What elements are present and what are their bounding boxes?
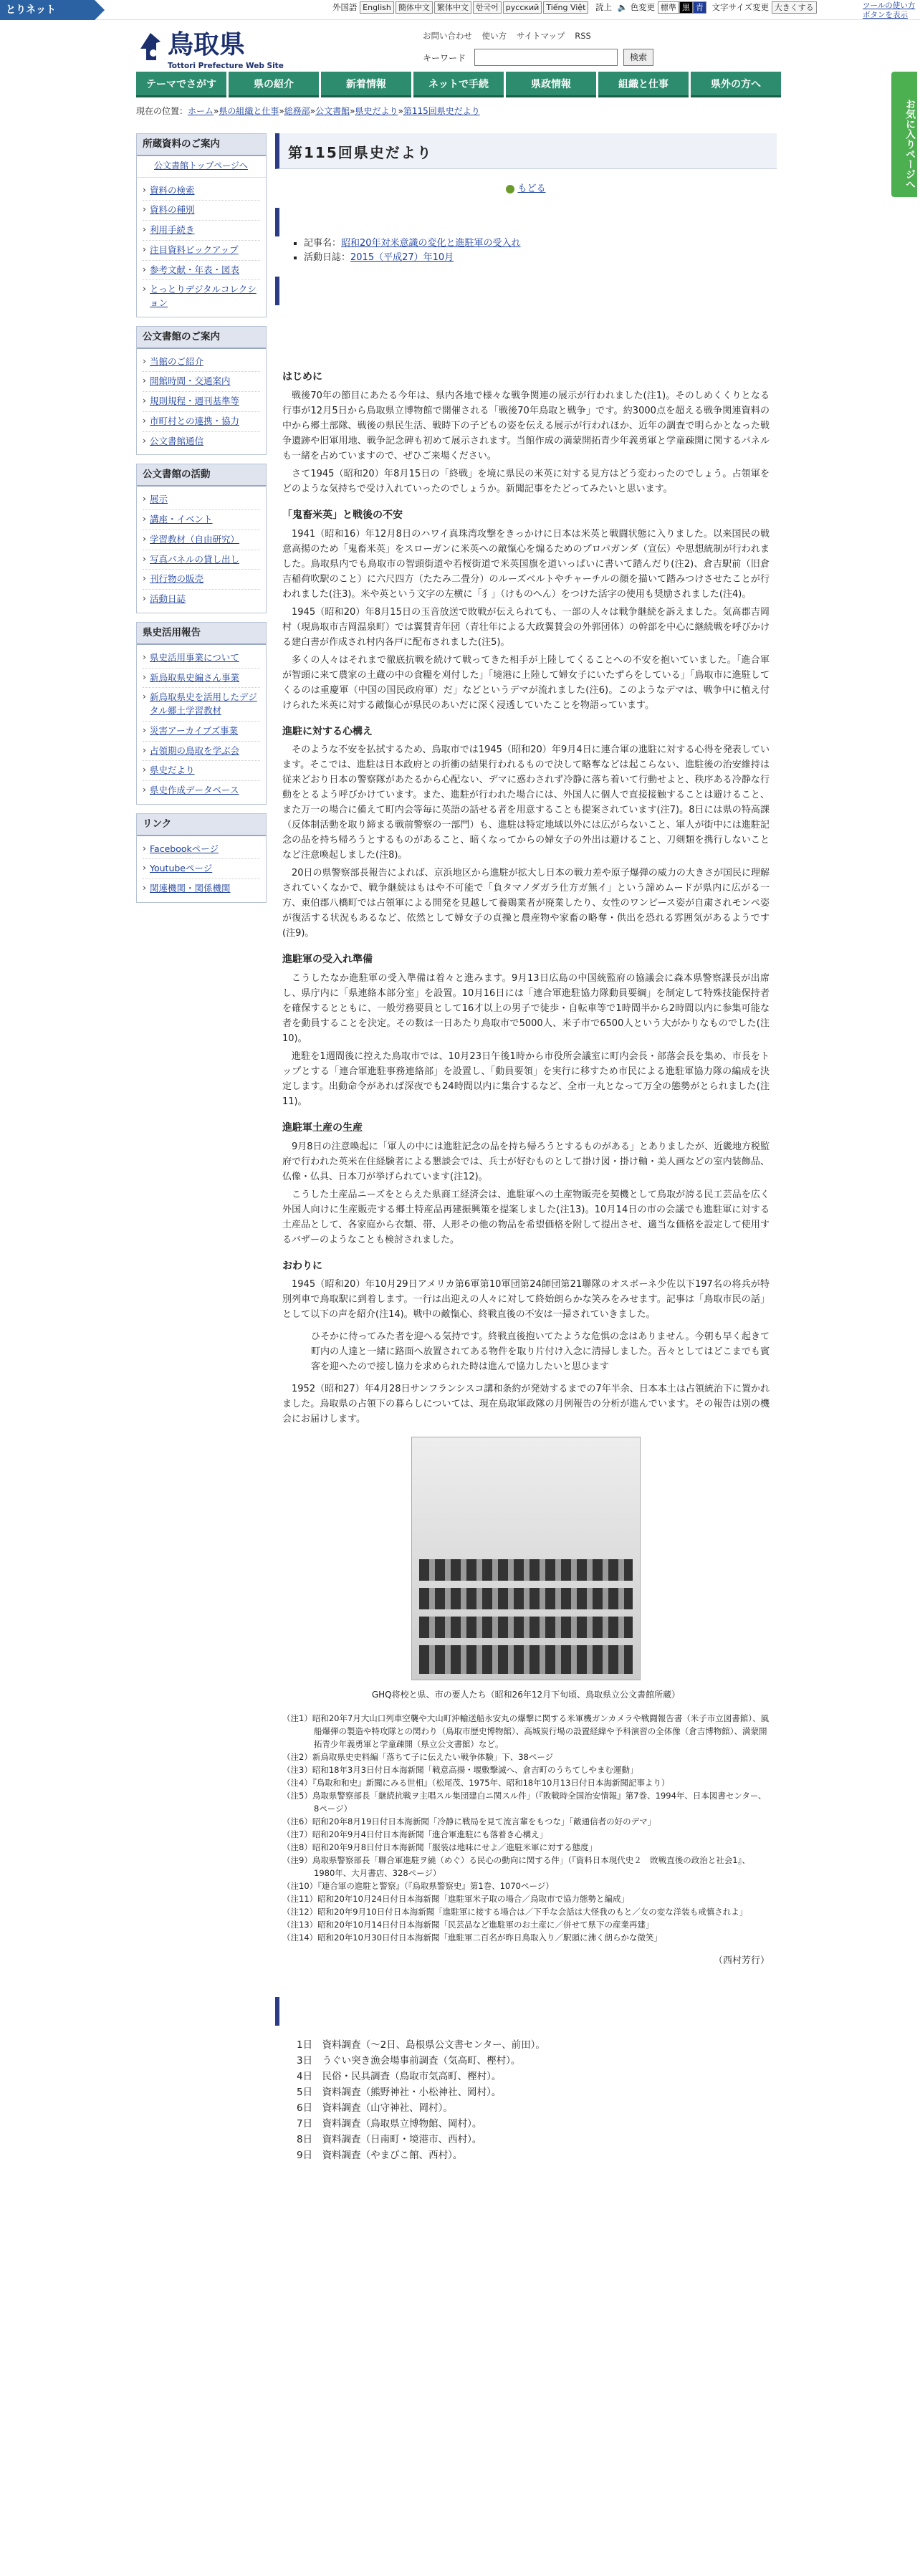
paragraph: こうしたなか進駐軍の受入準備は着々と進みます。9月13日広島の中国統監府の協議会に森本県警察課長が出席し、県庁内に「県連絡本部分室」を設置。10月16日には「連合軍進駐協力隊動員要綱」を制定して特殊技能保持者を確保するとともに、一般労務要員として16才以上の男子で徒歩・自転車等で1時間半から2時間以内に参集可能な者を動員することを決定。その数は一日あたり鳥取市で5000人、米子市で6500人という大がかりなものでした(注10)。 bbox=[282, 972, 770, 1044]
paragraph: 1945（昭和20）年10月29日アメリカ第6軍第10軍団第24師団第21聯隊のオスボーネ少佐以下197名の将兵が特別列車で鳥取駅に到着します。一行は出迎えの人々に対して終始朗らかな笑みをみせます。記事は「鳥取市民の話」として以下の声を紹介(注14)。戦中の敵愾心、終戦直後の不安は一掃されていきました。 bbox=[282, 1279, 770, 1321]
breadcrumb-home[interactable]: ホーム bbox=[188, 106, 214, 116]
paragraph: 1952（昭和27）年4月28日サンフランシスコ講和条約が発効するまでの7年半余、日本本土は占領統治下に置かれました。鳥取県の占領下の暮らしについては、現在鳥取軍政隊の月例報告の分析が進んでいます。その報告は別の機会にお届けします。 bbox=[282, 1384, 770, 1425]
date-link[interactable]: 2015（平成27）年10月 bbox=[350, 252, 454, 264]
nav-policy[interactable]: 県政情報 bbox=[506, 72, 596, 97]
log-item: 6日 資料調査（山守神社、岡村）。 bbox=[297, 2102, 453, 2114]
nav-online[interactable]: ネットで手続 bbox=[413, 72, 504, 97]
search-button[interactable]: 検索 bbox=[623, 49, 653, 66]
color-label: 色変更 bbox=[630, 2, 656, 12]
log-item: 7日 資料調査（鳥取県立博物館、岡村）。 bbox=[297, 2117, 482, 2130]
sidebar-heading: 県史活用報告 bbox=[137, 623, 266, 645]
lang-ru[interactable]: русский bbox=[503, 1, 542, 14]
footnote: （注12）昭和20年9月10日付日本海新聞「進駐軍に接する場合は／下手な会話は大怪我のもと／女の変な洋装も戒慎されよ」 bbox=[282, 1906, 748, 1917]
sidebar-item[interactable]: 刊行物の販売 bbox=[150, 573, 204, 585]
paragraph: 1945（昭和20）年8月15日の玉音放送で敗戦が伝えられても、一部の人々は戦争継続を訴えました。気高郡吉岡村（現鳥取市吉岡温泉町）では翼賛青年団（青壮年による大政翼賛会の外郭団体）の幹部を中心に継続戦を呼びかける建白書が作成され村内各戸に配布されました(注5)。 bbox=[282, 606, 770, 648]
utility-links bbox=[332, 1, 863, 19]
color-standard-button[interactable]: 標準 bbox=[658, 1, 679, 14]
sitemap-link[interactable]: サイトマップ bbox=[516, 31, 565, 41]
back-link[interactable]: もどる bbox=[517, 183, 546, 194]
footnote: （注4）『鳥取和和史』新聞にみる世相』（松尾茂、1975年、昭和18年10月13日付日本海新聞記事より） bbox=[282, 1777, 670, 1788]
youtube-link[interactable]: Youtubeページ bbox=[150, 863, 213, 874]
font-size-label: 文字サイズ変更 bbox=[711, 2, 770, 12]
section-heading: 進駐軍の受入れ準備 bbox=[282, 954, 373, 966]
lang-en[interactable]: English bbox=[360, 1, 394, 14]
nav-intro[interactable]: 県の紹介 bbox=[229, 72, 319, 97]
section-accent-bar bbox=[275, 208, 777, 236]
sidebar-item[interactable]: 県史だより bbox=[150, 765, 195, 776]
nav-org[interactable]: 組織と仕事 bbox=[598, 72, 689, 97]
lang-zh-hant[interactable]: 繁体中文 bbox=[434, 1, 471, 14]
sidebar-item[interactable]: 新鳥取県史を活用したデジタル郷土学習教材 bbox=[150, 691, 257, 717]
lang-vi[interactable]: Tiếng Việt bbox=[543, 1, 588, 14]
sidebar-item[interactable]: 県史作成データベース bbox=[150, 785, 239, 796]
sidebar-heading: リンク bbox=[137, 814, 266, 836]
sidebar-item[interactable]: 占領期の鳥取を学ぶ会 bbox=[150, 744, 240, 756]
photo-figure bbox=[282, 1437, 770, 1685]
topic-link[interactable]: 昭和20年対米意識の変化と進駐軍の受入れ bbox=[341, 238, 521, 249]
prefecture-logo-icon bbox=[136, 32, 165, 63]
tool-usage-link[interactable]: ツールの使い方 bbox=[863, 1, 916, 10]
lang-zh-hans[interactable]: 簡体中文 bbox=[396, 1, 433, 14]
sidebar-item[interactable]: 当館のご紹介 bbox=[150, 355, 204, 367]
section-heading: 進駐軍土産の生産 bbox=[282, 1121, 363, 1134]
footnote: （注8）昭和20年9月8日付日本海新聞「服装は地味にせよ／進駐米軍に対する態度」 bbox=[282, 1842, 598, 1852]
sidebar-box-holdings bbox=[136, 133, 267, 317]
paragraph: 多くの人々はそれまで徹底抗戦を続けて戦ってきた相手が上陸してくることへの不安を抱いていました。「進合軍が智頭に来て農家の土蔵の中の食糧を刈付した」「境港に上陸して婦女子にいたずらをしている」「鳥取市に進駐してくるのは重慶軍（中国の国民政府軍）だ」などというデマが流れました(注6)。このようなデマは、戦争中に植え付けられた米英に対する敵愾心が県民のあいだに深く浸透していたことを物語っています。 bbox=[282, 654, 770, 711]
breadcrumb-newsletter[interactable]: 県史だより bbox=[355, 106, 398, 116]
reading-link[interactable]: 読上 bbox=[595, 2, 613, 12]
log-item: 8日 資料調査（日南町・境港市、西村）。 bbox=[297, 2133, 482, 2145]
sidebar-item[interactable]: 活動日誌 bbox=[150, 593, 186, 605]
tool-links bbox=[863, 1, 917, 20]
sidebar-item[interactable]: 市町村との連携・協力 bbox=[150, 415, 240, 426]
search-label: キーワード bbox=[423, 53, 466, 63]
sidebar-item[interactable]: 写真パネルの貸し出し bbox=[150, 553, 240, 565]
sidebar-item[interactable]: 災害アーカイブズ事業 bbox=[150, 724, 239, 736]
related-orgs-link[interactable]: 関連機関・関係機関 bbox=[150, 883, 231, 894]
usage-link[interactable]: 使い方 bbox=[481, 31, 507, 41]
sidebar-heading: 所蔵資料のご案内 bbox=[137, 134, 266, 156]
breadcrumb bbox=[136, 105, 781, 118]
torinet-logo[interactable]: とりネット bbox=[0, 0, 95, 20]
sidebar-item[interactable]: 注目資料ピックアップ bbox=[150, 244, 239, 255]
paragraph: こうした土産品ニーズをとらえた県商工経済会は、進駐軍への土産物販売を契機として鳥取が誇る民工芸品を広く外国人向けに生産販売する郷土特産品再建振興策を提案しました(注13)。10月14日の市の会議でも進駐軍に対する土産品として、各家庭から衣類、帯、人形その他の物品を希望価格を附して提出させ、適当な価格を設定して使用するバザーのようなことも検討されました。 bbox=[282, 1189, 770, 1245]
meta-topic: ▪ 記事名：昭和20年対米意識の変化と進駐軍の受入れ bbox=[304, 236, 777, 251]
sidebar-item[interactable]: 規則規程・週刊基準等 bbox=[150, 396, 240, 407]
contact-link[interactable]: お問い合わせ bbox=[423, 31, 472, 41]
breadcrumb-archives[interactable]: 公文書館 bbox=[315, 106, 350, 116]
breadcrumb-sep: » bbox=[279, 106, 284, 116]
sidebar-item[interactable]: 資料の種別 bbox=[150, 204, 195, 216]
favorite-page-tab[interactable]: お気に入りページへ bbox=[891, 72, 917, 197]
sidebar-heading: 公文書館のご案内 bbox=[137, 327, 266, 349]
sidebar-item[interactable]: 新鳥取県史編さん事業 bbox=[150, 671, 240, 683]
footnote: （注1）昭和20年7月大山口列車空襲や大山町沖輸送船永安丸の爆撃に関する米軍機ガンカメラや戦闘報告書（米子市立図書館）、風船爆弾の製造や特攻隊との関わり（鳥取市歴史博物館）、高城炭行場の設置経緯や予科演習の全体像（倉吉博物館）、満蒙開拓青少年義勇軍と学童疎開（県立公文書館）など。 bbox=[282, 1713, 770, 1749]
newspaper-quote: ひそかに待ってみた者を迎へる気持です。終戦直後抱いてたような危惧の念はありません。今朝も早く起きて町内の人達と一緒に路面へ放置されてある物件を取り片付け入念に清掃しました。吾々としてはどこまでも賓客を迎へたので接し協力を求められた時は進んで協力したいと思ひます bbox=[311, 1331, 770, 1373]
page-title: 第115回県史だより bbox=[275, 133, 777, 169]
sidebar bbox=[136, 133, 267, 911]
paragraph: そのような不安を払拭するため、鳥取市では1945（昭和20）年9月4日に連合軍の進駐に対する心得を発表しています。そこでは、進駐は日本政府との折衝の結果行われるもので決して略奪などは起こらない、進駐後の治安維持は従来どおり日本の警察隊があたるから心配ない、デマに惑わされず冷静に落ち着いて行動せよと、秩序ある冷静な行動をとるよう呼びかけています。また、進駐が行われた場合には、外国人に個人で直接接触することは避けること、また万一の場合に備えて町内会等毎に英語の話せる者を用意することも提案されています(注7)。8日には県の特高課（反体制活動を取り締まる戦前警察の一部門）も、進駐は特定地域以外には広がらないこと、軍人が街中には進駐記念の品を持ち帰ろうとするものがあること、暗くなってからの婦女子の外出は避けること、刀剣類を携行しないことなど注意喚起しました(注8)。 bbox=[282, 744, 770, 861]
footnote: （注7）昭和20年9月4日付日本海新聞「進合軍進駐にも落着き心構え」 bbox=[282, 1829, 548, 1839]
log-item: 1日 資料調査（～2日、島根県公文書センター、前田）。 bbox=[297, 2039, 545, 2051]
lang-label: 外国語 bbox=[332, 2, 358, 12]
log-item: 3日 うぐい突き漁会場事前調査（気高町、樫村）。 bbox=[297, 2054, 521, 2067]
sidebar-item[interactable]: 開館時間・交通案内 bbox=[150, 375, 231, 387]
footnote: （注9）鳥取県警察部長「聯合軍進駐ヲ繞（めぐ）る民心の動向に関する件」（『資料日本現代史２ 敗戦直後の政治と社会1』、1980年、大月書店、328ページ） bbox=[282, 1854, 750, 1878]
log-item: 4日 民俗・民具調査（鳥取市気高町、樫村）。 bbox=[297, 2070, 502, 2082]
paragraph: 20日の県警察部長報告によれば、京浜地区から進駐が拡大し日本の戦力差や原子爆弾の威力の大きさが国民に理解されていくなかで、戦争継続はもはや不可能で「負タマノダガラ仕方ガ無イ」という諦めムードが県内に広がる一方、東伯郡八橋町では占領軍による開発を見越して養鶏業者が廃業したり、女性のワンピース姿が自粛されモンペ姿が復活する状況もあるなど、依然として婦女子の貞操と農産物や家畜の略奪・供出を恐れる雰囲気があるようです(注9)。 bbox=[282, 868, 770, 939]
sidebar-item[interactable]: 講座・イベント bbox=[150, 514, 213, 525]
speaker-icon: 🔈 bbox=[617, 2, 628, 12]
facebook-link[interactable]: Facebookページ bbox=[150, 843, 219, 854]
sidebar-item[interactable]: 資料の検索 bbox=[150, 184, 195, 196]
search-input[interactable] bbox=[474, 49, 618, 66]
font-size-up-button[interactable]: 大きくする bbox=[772, 1, 817, 14]
back-link-row bbox=[275, 182, 777, 196]
breadcrumb-sep: » bbox=[310, 106, 316, 116]
site-subtitle: Tottori Prefecture Web Site bbox=[168, 62, 284, 70]
breadcrumb-org[interactable]: 県の組織と仕事 bbox=[219, 106, 279, 116]
sidebar-item[interactable]: とっとりデジタルコレクション bbox=[150, 284, 257, 309]
section-accent-bar bbox=[275, 277, 777, 305]
paragraph: 9月8日の注意喚起に「軍人の中には進駐記念の品を持ち帰ろうとするものがある」とありましたが、近畿地方税監府で行われた英米在住経験者による懇談会では、兵士が好むものとして掛け図・掛け軸・美人画などの室内装飾品、仏像・仏具、日本刀が挙げられています(注12)。 bbox=[282, 1141, 770, 1182]
main-content bbox=[275, 133, 777, 2163]
nav-theme[interactable]: テーマでさがす bbox=[136, 72, 226, 97]
log-item: 9日 資料調査（やまびこ館、西村）。 bbox=[297, 2149, 463, 2161]
section-heading: 進駐に対する心構え bbox=[282, 725, 373, 737]
rss-link[interactable]: RSS bbox=[575, 31, 591, 41]
color-blue-button[interactable]: 青 bbox=[693, 1, 706, 14]
breadcrumb-prefix: 現在の位置： bbox=[136, 106, 188, 116]
activity-log bbox=[275, 2037, 777, 2163]
header-links bbox=[423, 30, 598, 43]
back-icon bbox=[506, 185, 514, 193]
author-credit: （西村芳行） bbox=[713, 1955, 770, 1966]
sidebar-box-history bbox=[136, 622, 267, 805]
article-body bbox=[275, 370, 777, 1702]
footnote: （注2）新鳥取県史史料編「落ちて子に伝えたい戦争体験」下、38ページ bbox=[282, 1751, 554, 1762]
paragraph: 戦後70年の節目にあたる今年は、県内各地で様々な戦争関連の展示が行われました(注1)。そのしめくくりとなる行事が12月5日から鳥取県立博物館で開催される「戦後70年鳥取と戦争」です。約3000点を超える戦争関連資料の中から郷土部隊、戦後の県民生活、戦時下の子どもの姿を伝える展示が行われほか、近年の調査で明らかとなった戦争遺跡や旧軍用地、戦争記念碑も初めて展示されます。当館作成の満蒙開拓青少年義勇軍と学童疎開に関するパネルも一緒を占めていますので、ぜひご来場ください。 bbox=[282, 390, 770, 461]
breadcrumb-sep: » bbox=[214, 106, 219, 116]
breadcrumb-current[interactable]: 第115回県史だより bbox=[403, 106, 480, 116]
sidebar-box-links bbox=[136, 813, 267, 903]
lang-ko[interactable]: 한국어 bbox=[473, 1, 502, 14]
ghq-group-photo bbox=[411, 1437, 641, 1680]
nav-visitors[interactable]: 県外の方へ bbox=[691, 72, 781, 97]
global-nav bbox=[136, 72, 781, 97]
section-heading: おわりに bbox=[282, 1260, 322, 1272]
site-header bbox=[136, 27, 781, 72]
site-title[interactable]: 鳥取県 bbox=[168, 29, 246, 59]
footnotes bbox=[275, 1712, 777, 1944]
sidebar-item[interactable]: 展示 bbox=[150, 494, 168, 505]
footnote: （注10）『連合軍の進駐と警察』（『鳥取県警察史』第1巻、1070ページ） bbox=[282, 1880, 554, 1891]
section-accent-bar bbox=[275, 1997, 777, 2026]
top-utility-bar bbox=[0, 0, 920, 20]
show-buttons-link[interactable]: ボタンを表示 bbox=[863, 11, 908, 19]
footnote: （注11）昭和20年10月24日付日本海新聞「進駐軍米子取の場合／鳥取市で協力態勢と編成」 bbox=[282, 1893, 630, 1904]
sidebar-item[interactable]: 県史活用事業について bbox=[150, 651, 239, 663]
sidebar-item[interactable]: 公文書館通信 bbox=[150, 435, 204, 446]
breadcrumb-sep: » bbox=[398, 106, 403, 116]
sidebar-item[interactable]: 学習教材（自由研究） bbox=[150, 533, 240, 545]
log-item: 5日 資料調査（熊野神社・小松神社、岡村）。 bbox=[297, 2086, 502, 2098]
sidebar-item[interactable]: 利用手続き bbox=[150, 224, 195, 236]
paragraph: 進駐を1週間後に控えた鳥取市では、10月23日午後1時から市役所会議室に町内会長・部落会長を集め、市長をトップとする「連合軍進駐事務連絡部」を設置し、「動員要領」を実行に移すため市民による進駐軍協力隊の編成を決定します。出動命令があれば深夜でも24時間以内に集合するなど、全市一丸となって万全の態勢がとられました(注11)。 bbox=[282, 1050, 770, 1107]
footnote: （注5）鳥取県警察部長「継続抗戦ヲ主唱スル集団建白ニ関スル件」（『敗戦時全国治安情報』第7巻、1994年、日本図書センター、8ページ） bbox=[282, 1790, 767, 1814]
breadcrumb-general-affairs[interactable]: 総務部 bbox=[284, 106, 310, 116]
section-heading: 「鬼畜米英」と戦後の不安 bbox=[282, 509, 403, 521]
article-meta bbox=[275, 236, 777, 265]
footnote: （注13）昭和20年10月14日付日本海新聞「民芸品など進駐軍のお土産に／併せて県下の産業再建」 bbox=[282, 1919, 654, 1930]
sidebar-box-activities bbox=[136, 464, 267, 613]
site-search bbox=[423, 49, 810, 67]
meta-date: ▪ 活動日誌：2015（平成27）年10月 bbox=[304, 251, 777, 265]
archives-top-link[interactable]: 公文書館トップページへ bbox=[137, 156, 266, 178]
breadcrumb-sep: » bbox=[350, 106, 355, 116]
footnote: （注6）昭和20年8月19日付日本海新聞「冷静に戦局を見て流言輩をもつな」「敵通信者の好のデマ」 bbox=[282, 1816, 656, 1826]
photo-caption: GHQ将校と県、市の要人たち（昭和26年12月下旬頃、鳥取県立公文書館所蔵） bbox=[371, 1690, 681, 1700]
paragraph: さて1945（昭和20）年8月15日の「終戦」を境に県民の米英に対する見方はどう変わったのでしょう。占領軍をどのような気持ちで受け入れていったのでしょうか。新聞記事をたどってみたいと思います。 bbox=[282, 468, 770, 494]
sidebar-item[interactable]: 参考文献・年表・図表 bbox=[150, 264, 240, 275]
nav-news[interactable]: 新着情報 bbox=[321, 72, 411, 97]
footnote: （注3）昭和18年3月3日付日本海新聞「戦意高揚・堰敷撃滅へ、倉吉町のうちてしやまむ運動」 bbox=[282, 1764, 638, 1775]
sidebar-box-about bbox=[136, 326, 267, 456]
color-black-button[interactable]: 黒 bbox=[679, 1, 693, 14]
footnote: （注14）昭和20年10月30日付日本海新聞「進駐軍二百名が昨日鳥取入り／駅頭に沸く朗らかな微笑」 bbox=[282, 1932, 663, 1943]
sidebar-heading: 公文書館の活動 bbox=[137, 464, 266, 487]
section-heading: はじめに bbox=[282, 371, 322, 383]
paragraph: 1941（昭和16）年12月8日のハワイ真珠湾攻撃をきっかけに日本は米英と戦闘状態に入りました。以来国民の戦意高揚のため「鬼畜米英」をスローガンに米英への敵愾心を煽るためのプロパガンダ（宣伝）や思想統制が行われました。鳥取県内でも鳥取市の智頭街道や若桜街道で米英国旗を道いっぱいに書いて踏んだり(注2)、倉吉駅前（旧倉吉稲荷吹駅のこと）に六尺四方（たたみ二畳分）のルーズベルトやチャーチルの顔を描いて踏みつけさせたことが行われました(注3)。米や英という文字の左横に「犭」（けものへん）をつけた活字の使用も奨励されました(注4)。 bbox=[282, 528, 770, 600]
